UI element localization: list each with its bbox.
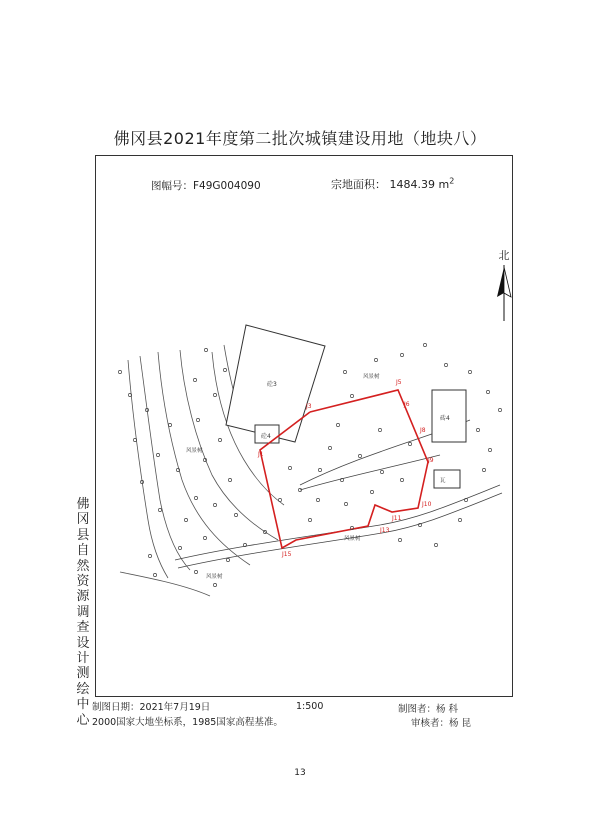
footer-date: 制图日期：2021年7月19日	[92, 702, 211, 713]
surveyor-stamp-char: 调	[76, 604, 90, 620]
survey-point	[343, 370, 346, 373]
building-label-2: 砼4	[261, 433, 271, 440]
survey-point	[184, 518, 187, 521]
survey-point	[423, 343, 426, 346]
survey-point	[204, 348, 207, 351]
survey-point	[308, 518, 311, 521]
point-j13: J13	[380, 527, 390, 534]
survey-point	[444, 363, 447, 366]
survey-point	[498, 408, 501, 411]
survey-point	[482, 468, 485, 471]
survey-point	[476, 428, 479, 431]
label-tile: 瓦	[440, 478, 446, 484]
survey-point	[328, 446, 331, 449]
survey-point	[178, 546, 181, 549]
point-j6: J6	[404, 401, 410, 408]
surveyor-stamp-char: 中	[76, 697, 90, 713]
surveyor-stamp-char: 资	[76, 574, 90, 590]
label-tree-4: 风景树	[206, 574, 223, 580]
label-tree-1: 风景树	[186, 448, 203, 454]
survey-point	[203, 536, 206, 539]
surveyor-stamp-char: 县	[76, 527, 90, 543]
surveyor-stamp-char: 绘	[76, 681, 90, 697]
map-title: 佛冈县2021年度第二批次城镇建设用地（地块八）	[113, 129, 487, 148]
point-j1: J1	[258, 451, 264, 458]
footer-datum: 2000国家大地坐标系，1985国家高程基准。	[92, 717, 283, 728]
footer-scale: 1:500	[296, 701, 324, 712]
survey-point	[223, 368, 226, 371]
survey-point	[158, 508, 161, 511]
survey-point	[228, 478, 231, 481]
point-j10: J10	[422, 501, 432, 508]
parcel-area-unit-sup: 2	[449, 176, 455, 186]
building-label-3: 砖4	[440, 415, 450, 422]
surveyor-stamp-char: 计	[76, 651, 90, 667]
survey-point	[148, 554, 151, 557]
survey-point	[234, 513, 237, 516]
survey-point	[193, 378, 196, 381]
north-label: 北	[498, 249, 510, 262]
survey-point	[218, 438, 221, 441]
surveyor-stamp-char: 查	[76, 620, 90, 636]
surveyor-stamp-char: 冈	[76, 512, 90, 528]
survey-point	[288, 466, 291, 469]
survey-point	[408, 442, 411, 445]
survey-point	[213, 503, 216, 506]
survey-point	[153, 573, 156, 576]
building-tile	[434, 470, 460, 488]
building-label-1: 砼3	[267, 381, 277, 388]
parcel-area-unit: m	[438, 178, 450, 191]
footer-reviewer: 审核者：杨 昆	[411, 718, 472, 729]
survey-point	[213, 583, 216, 586]
point-j3: J3	[306, 403, 312, 410]
page-number: 13	[294, 768, 306, 778]
label-tree-2: 风景树	[363, 374, 380, 380]
survey-point	[316, 498, 319, 501]
point-j5: J5	[396, 379, 402, 386]
survey-point	[458, 518, 461, 521]
surveyor-stamp-char: 自	[76, 543, 90, 559]
point-j11: J11	[392, 515, 402, 522]
survey-point	[168, 423, 171, 426]
survey-point	[400, 478, 403, 481]
survey-point	[400, 353, 403, 356]
surveyor-stamp-char: 设	[76, 635, 90, 651]
survey-point	[434, 543, 437, 546]
survey-point	[213, 393, 216, 396]
survey-point	[350, 394, 353, 397]
survey-point	[468, 370, 471, 373]
survey-point	[488, 448, 491, 451]
survey-point	[226, 558, 229, 561]
survey-point	[118, 370, 121, 373]
surveyor-stamp-char: 测	[76, 666, 90, 682]
survey-point	[194, 496, 197, 499]
survey-point	[358, 454, 361, 457]
survey-point	[486, 390, 489, 393]
survey-point	[370, 490, 373, 493]
surveyor-stamp-char: 心	[76, 712, 90, 728]
survey-point	[194, 570, 197, 573]
parcel-area-label: 宗地面积：	[331, 178, 386, 191]
label-tree-3: 风景树	[344, 536, 361, 542]
surveyor-stamp-char: 源	[76, 589, 90, 605]
footer-drafter: 制图者：杨 科	[398, 704, 459, 715]
survey-point	[196, 418, 199, 421]
survey-point	[378, 428, 381, 431]
survey-point	[336, 423, 339, 426]
point-j9: J9	[428, 457, 434, 464]
sheet-number: 图幅号：F49G004090	[151, 180, 261, 192]
point-j8: J8	[420, 427, 426, 434]
survey-point	[398, 538, 401, 541]
survey-point	[278, 498, 281, 501]
survey-point	[374, 358, 377, 361]
point-j15: J15	[282, 551, 292, 558]
surveyor-stamp-char: 佛	[76, 497, 90, 512]
surveyor-stamp-char: 然	[76, 558, 90, 574]
survey-point	[344, 502, 347, 505]
survey-point	[156, 453, 159, 456]
survey-point	[380, 470, 383, 473]
parcel-area-value: 1484.39	[389, 178, 435, 191]
survey-point	[318, 468, 321, 471]
